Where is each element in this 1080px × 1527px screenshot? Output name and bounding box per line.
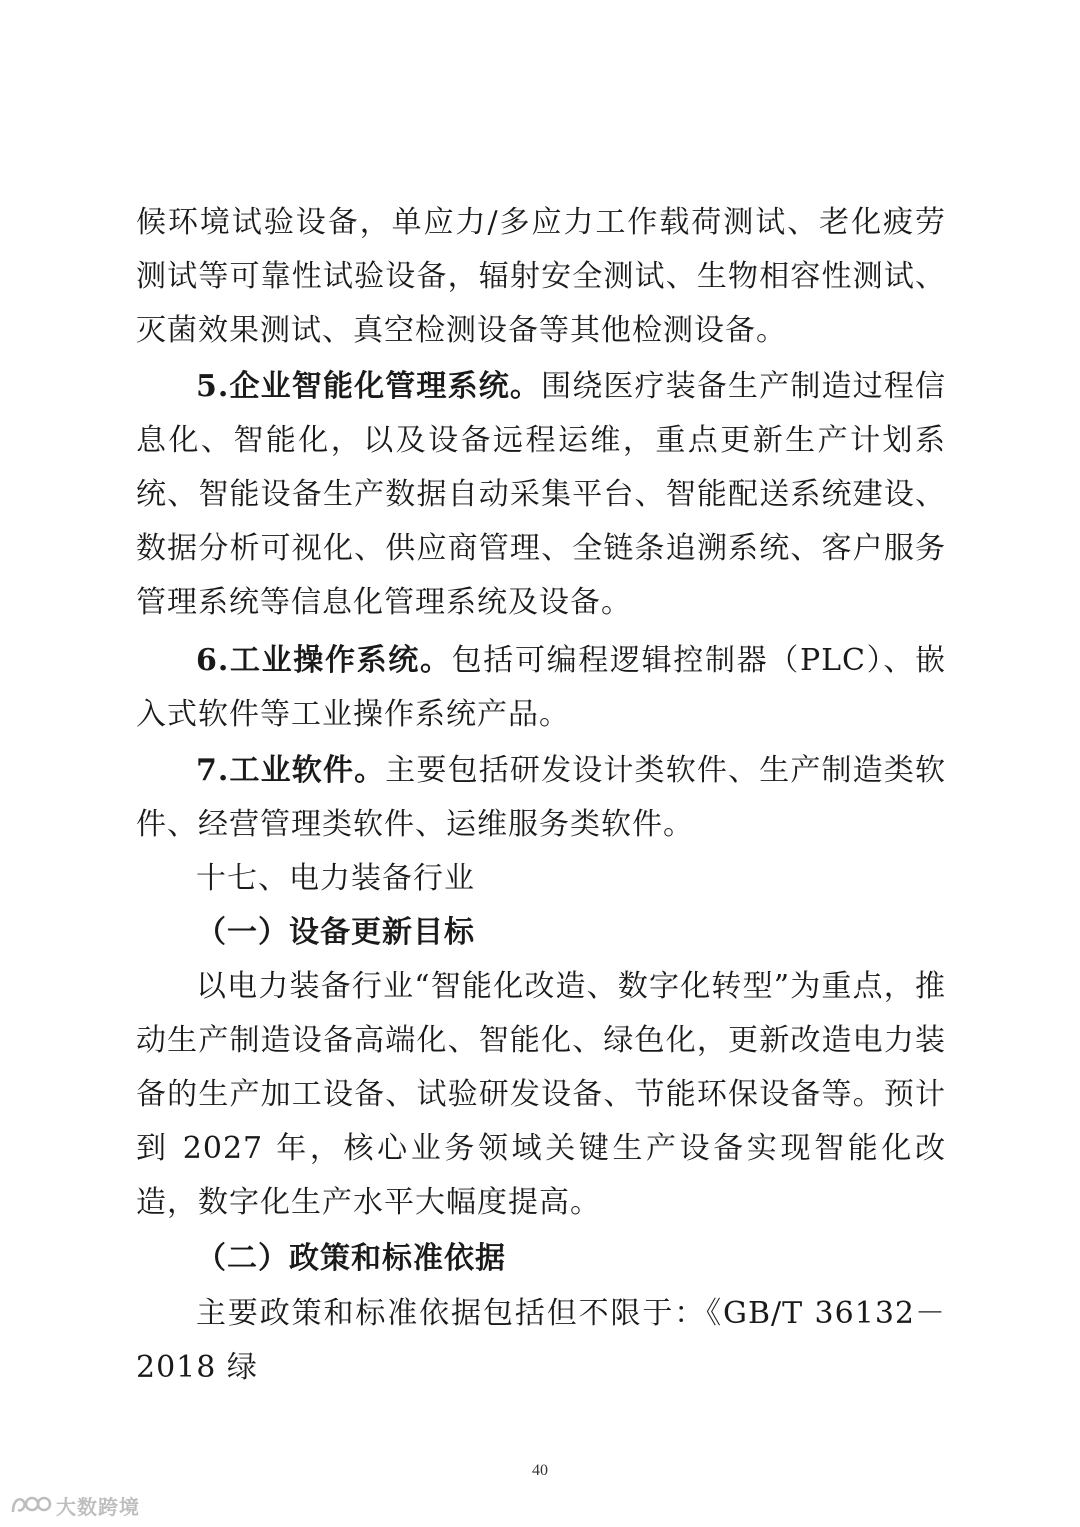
item-6-paragraph — [136, 634, 946, 742]
item-6-title: 6.工业操作系统。 — [196, 643, 452, 678]
subsection-1-text: 以电力装备行业“智能化改造、数字化转型”为重点，推动生产制造设备高端化、智能化、绿色化，更新改造电力装备的生产加工设备、试验研发设备、节能环保设备等。预计到 2027 年，核心业务领域关键生产设备实现智能化改造，数字化生产水平大幅度提高。 — [136, 969, 946, 1220]
item-7-title: 7.工业软件。 — [196, 753, 386, 788]
section-heading: 十七、电力装备行业 — [196, 861, 475, 896]
subsection-2-text: 主要政策和标准依据包括但不限于：《GB/T 36132－2018 绿 — [136, 1296, 946, 1385]
item-5-text: 围绕医疗装备生产制造过程信息化、智能化，以及设备远程运维，重点更新生产计划系统、智能设备生产数据自动采集平台、智能配送系统建设、数据分析可视化、供应商管理、全链条追溯系统、客户服务管理系统等信息化管理系统及设备。 — [136, 369, 946, 620]
item-7-paragraph — [136, 744, 946, 852]
paragraph-text: 候环境试验设备，单应力/多应力工作载荷测试、老化疲劳测试等可靠性试验设备，辐射安全测试、生物相容性测试、灭菌效果测试、真空检测设备等其他检测设备。 — [136, 205, 946, 348]
subsection-1-paragraph — [136, 960, 946, 1230]
subsection-2-paragraph — [136, 1287, 946, 1395]
item-6-text: 包括可编程逻辑控制器（PLC）、嵌入式软件等工业操作系统产品。 — [136, 643, 946, 732]
item-5-title: 5.企业智能化管理系统。 — [196, 369, 542, 404]
paragraph-test-equipment — [136, 196, 946, 358]
watermark — [10, 1490, 140, 1520]
subsection-1-heading: （一）设备更新目标 — [196, 915, 475, 950]
item-7-text: 主要包括研发设计类软件、生产制造类软件、经营管理类软件、运维服务类软件。 — [136, 753, 946, 842]
item-5-paragraph — [136, 360, 946, 630]
page-number: 40 — [532, 1462, 548, 1479]
subsection-2-heading: （二）政策和标准依据 — [196, 1241, 506, 1276]
bigdata-crossborder-logo-icon — [10, 1492, 52, 1518]
watermark-text: 大数跨境 — [56, 1494, 140, 1519]
